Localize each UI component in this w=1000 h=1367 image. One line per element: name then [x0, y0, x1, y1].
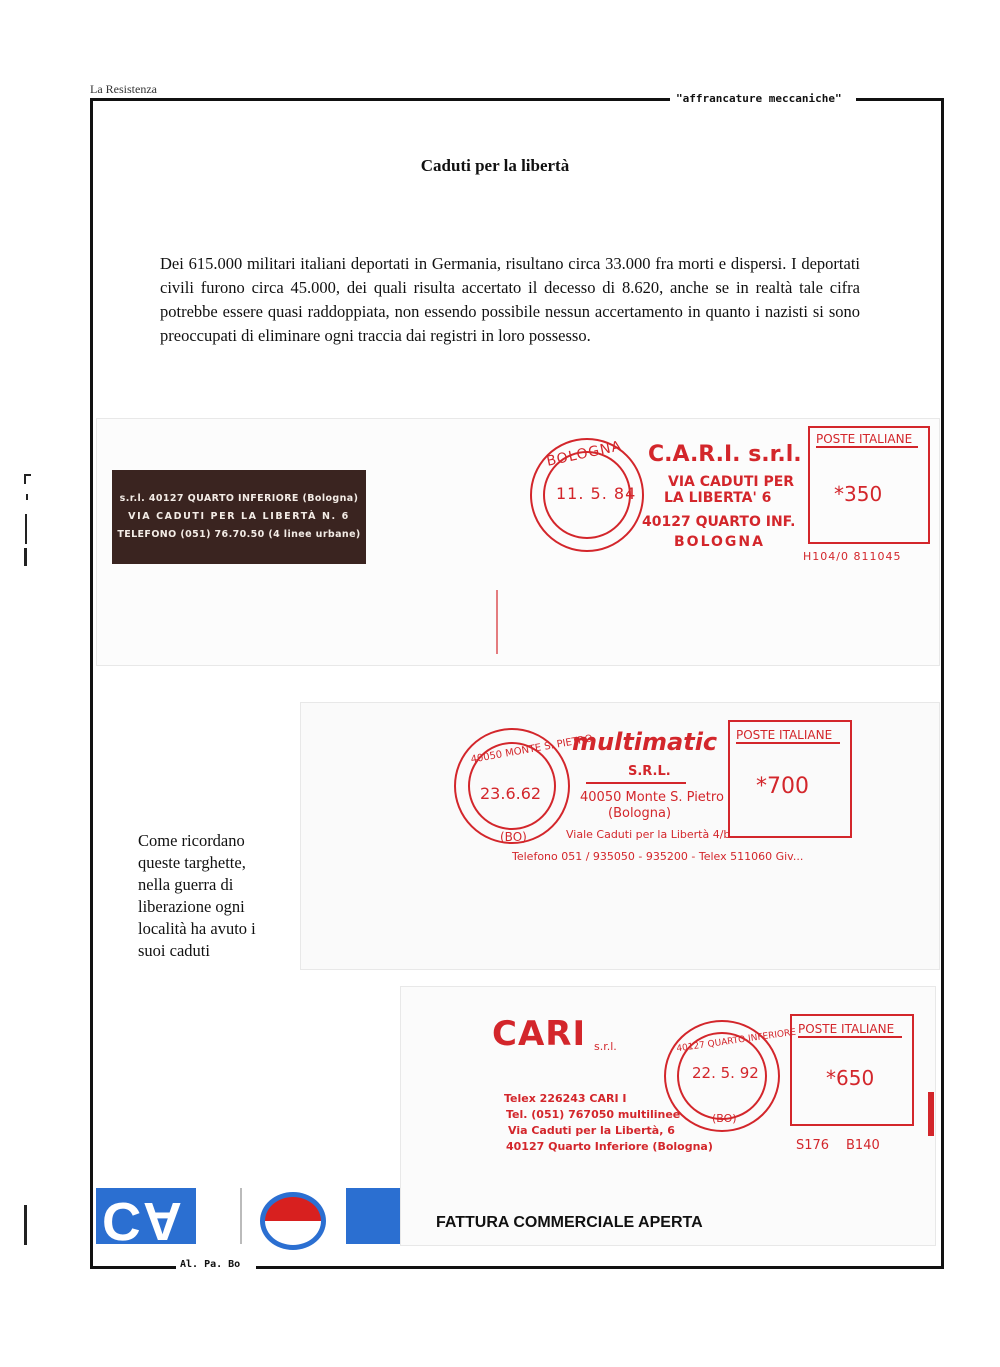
margin-mark	[25, 514, 27, 544]
postmark-date: 22. 5. 92	[692, 1064, 759, 1082]
header-rule-left	[90, 98, 670, 101]
postmark-city: BOLOGNA	[545, 438, 624, 470]
address-line: BOLOGNA	[674, 534, 765, 550]
margin-mark	[24, 1205, 27, 1245]
blue-square-logo	[346, 1188, 400, 1244]
header-left-text: La Resistenza	[90, 82, 157, 96]
red-edge-mark	[928, 1092, 934, 1136]
stamp-value: *650	[826, 1066, 875, 1090]
address-line: (Bologna)	[608, 806, 672, 821]
postmark-date: 23.6.62	[480, 784, 542, 803]
footer-text: Al. Pa. Bo	[180, 1259, 241, 1270]
brand-logo: CARI	[492, 1014, 587, 1054]
margin-mark	[24, 474, 26, 484]
postmark-ring-text: 40050 MONTE S. PIETRO	[469, 733, 594, 766]
meter-mark	[496, 590, 498, 654]
margin-mark	[26, 494, 28, 500]
red-white-disc-logo	[260, 1192, 326, 1250]
address-line: 40050 Monte S. Pietro	[580, 790, 724, 805]
meter-code: B140	[846, 1138, 880, 1153]
contact-line: Via Caduti per la Libertà, 6	[508, 1124, 675, 1137]
stamp-header: POSTE ITALIANE	[736, 728, 840, 744]
intro-paragraph: Dei 615.000 militari italiani deportati in Germania, risultano circa 33.000 fra morti e dispersi. I deportati civili furono circa 45.000, dei quali risulta accertato il decesso di 8.620, anche se in realtà tale cifra potrebbe essere quasi raddoppiata, non essendo possibile nessun accertamento in quanto i nazisti si sono preoccupati di eliminare ogni traccia dai registri in loro possesso.	[160, 254, 860, 345]
logo-letters: CA	[102, 1191, 184, 1251]
contact-line: Tel. (051) 767050 multilinee	[506, 1108, 681, 1121]
postmark-bottom: (BO)	[712, 1112, 737, 1125]
company-form: S.R.L.	[628, 764, 671, 779]
meter-code: H104/0 811045	[803, 550, 902, 563]
frame-left	[90, 98, 93, 1268]
frame-right	[941, 98, 944, 1268]
contact-line: 40127 Quarto Inferiore (Bologna)	[506, 1140, 713, 1153]
slogan-line: LA LIBERTA' 6	[664, 490, 772, 506]
divider	[586, 782, 686, 784]
street-line: Viale Caduti per la Libertà 4/b	[566, 828, 731, 841]
meter-code: S176	[796, 1138, 830, 1153]
company-form: s.r.l.	[594, 1040, 617, 1053]
postmark-ring-text: 40127 QUARTO INFERIORE	[675, 1027, 797, 1055]
margin-mark	[24, 548, 27, 566]
postmark-bottom: (BO)	[500, 830, 527, 844]
page-title: Caduti per la libertà	[420, 156, 570, 175]
label-line: TELEFONO (051) 76.70.50 (4 linee urbane)	[117, 529, 361, 540]
label-line: s.r.l. 40127 QUARTO INFERIORE (Bologna)	[119, 493, 359, 504]
stamp-value: *700	[756, 774, 809, 799]
logo-divider	[240, 1188, 242, 1244]
stamp-header: POSTE ITALIANE	[816, 432, 918, 448]
frame-bottom-left	[90, 1266, 176, 1269]
header-right-text: "affrancature meccaniche"	[676, 92, 842, 105]
brand-logo: multimatic	[572, 728, 718, 756]
company-name: C.A.R.I. s.r.l.	[648, 442, 802, 467]
stamp-header: POSTE ITALIANE	[798, 1022, 902, 1038]
label-line: VIA CADUTI PER LA LIBERTÀ N. 6	[128, 511, 350, 522]
header-rule-right	[856, 98, 944, 101]
phone-line: Telefono 051 / 935050 - 935200 - Telex 511060 Giv...	[512, 850, 804, 863]
contact-line: Telex 226243 CARI I	[504, 1092, 627, 1105]
slogan-line: VIA CADUTI PER	[668, 474, 795, 490]
address-line: 40127 QUARTO INF.	[642, 514, 796, 530]
postmark-date: 11. 5. 84	[556, 484, 637, 503]
frame-bottom-right	[256, 1266, 944, 1269]
return-address-label	[112, 470, 366, 564]
invoice-caption: FATTURA COMMERCIALE APERTA	[436, 1214, 703, 1231]
stamp-value: *350	[834, 482, 883, 506]
side-note: Come ricordano queste targhette, nella guerra di liberazione ogni località ha avuto i suoi caduti	[138, 831, 256, 960]
